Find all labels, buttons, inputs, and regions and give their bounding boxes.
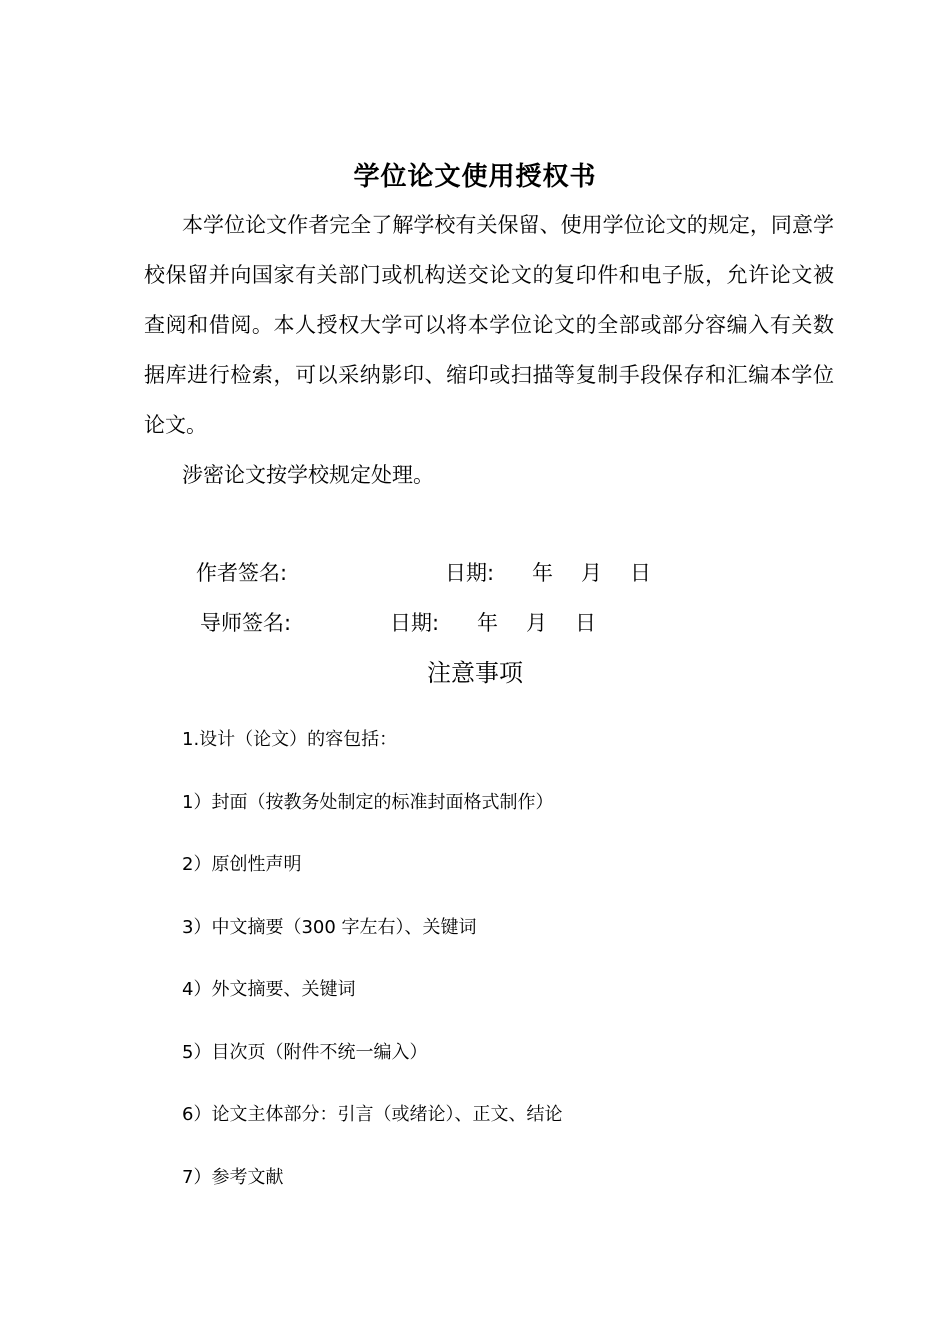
advisor-day-label: 日 [575, 611, 596, 635]
list-item: 6）论文主体部分：引言（或绪论）、正文、结论 [182, 1104, 563, 1125]
advisor-signature-row [0, 608, 950, 638]
notice-list [182, 722, 562, 1222]
page-title: 学位论文使用授权书 [353, 162, 597, 192]
list-item: 7）参考文献 [182, 1166, 284, 1188]
author-signature-row [0, 558, 950, 588]
advisor-year-label: 年 [477, 611, 498, 635]
notice-title: 注意事项 [427, 659, 523, 687]
author-day-label: 日 [630, 561, 651, 585]
list-item: 4）外文摘要、关键词 [182, 979, 356, 1000]
author-year-label: 年 [532, 561, 553, 585]
advisor-month-label: 月 [526, 611, 547, 635]
list-item: 3）中文摘要（300 字左右）、关键词 [182, 916, 477, 938]
advisor-date-label: 日期: [390, 611, 440, 635]
confidential-paragraph: 涉密论文按学校规定处理。 [182, 463, 434, 487]
author-date-label: 日期: [445, 561, 495, 585]
advisor-signature-label: 导师签名: [200, 611, 292, 635]
authorization-paragraph: 本学位论文作者完全了解学校有关保留、使用学位论文的规定，同意学校保留并向国家有关部门或机构送交论文的复印件和电子版，允许论文被查阅和借阅。本人授权大学可以将本学位论文的全部或部分容编入有关数据库进行检索，可以采纳影印、缩印或扫描等复制手段保存和汇编本学位论文。 [144, 213, 834, 437]
list-item: 1）封面（按教务处制定的标准封面格式制作） [182, 791, 554, 813]
list-item: 5）目次页（附件不统一编入） [182, 1041, 428, 1063]
author-signature-label: 作者签名: [196, 561, 288, 585]
list-item: 1.设计（论文）的容包括： [182, 729, 398, 750]
list-item: 2）原创性声明 [182, 854, 302, 875]
author-month-label: 月 [581, 561, 602, 585]
